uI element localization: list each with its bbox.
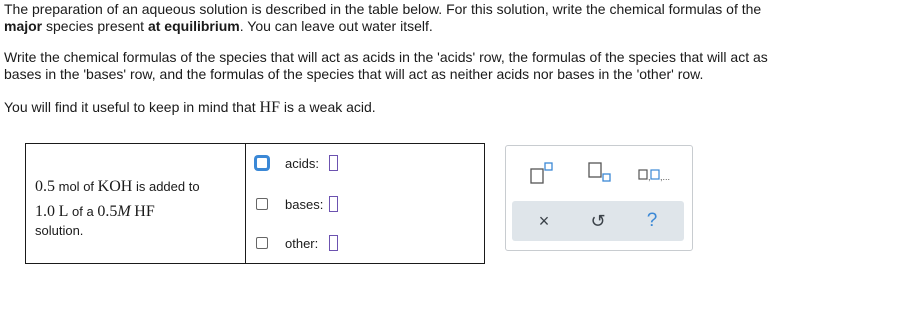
description-line-2 [35,203,155,221]
svg-text:,: , [648,172,651,182]
amount-value: 0.5 [35,178,55,195]
species-rows [246,144,484,263]
clear-button[interactable] [524,201,564,241]
description-line-1 [35,178,200,196]
close-icon: × [538,210,550,231]
undo-button[interactable] [578,201,618,241]
other-answer-input[interactable] [329,235,338,251]
row-acids [256,153,338,173]
bases-checkbox[interactable] [256,198,268,210]
tool-palette [505,145,693,251]
compound-hf: HF [134,203,155,220]
concentration-value: 0.5 [97,203,118,220]
prompt-line-2 [4,18,904,35]
solution-description [26,144,246,263]
description-text: of a [72,204,94,219]
volume-unit: L [58,203,69,220]
row-other [256,233,338,253]
bases-answer-input[interactable] [329,196,338,212]
compound-koh: KOH [97,178,133,195]
question-table [25,143,485,264]
instruction-line-2: bases in the 'bases' row, and the formulas of the species that will act as neither acids nor bases in the 'other' row. [4,66,704,82]
other-checkbox[interactable] [256,237,268,249]
volume-value: 1.0 [35,203,55,220]
hint-text: You will find it useful to keep in mind that [4,99,260,115]
palette-action-bar [512,201,684,241]
prompt-bold-major: major [4,18,43,34]
hint-text: is a weak acid. [279,99,376,115]
bases-label: bases: [285,196,324,212]
superscript-box-icon[interactable] [530,162,554,184]
description-line-3: solution. [35,223,84,238]
acids-label: acids: [285,155,319,171]
acids-checkbox[interactable] [256,157,268,169]
prompt-text: . You can leave out water itself. [239,18,433,34]
other-label: other: [285,235,319,251]
concentration-unit: M [117,203,131,220]
prompt-bold-equilibrium: at equilibrium [147,18,240,34]
subscript-box-icon[interactable] [588,162,612,184]
ellipsis-boxes-icon[interactable] [638,168,678,182]
acids-answer-input[interactable] [329,155,338,171]
svg-text:,...: ,... [660,172,671,182]
undo-icon: ↺ [590,210,606,231]
instruction-line-1: Write the chemical formulas of the species that will act as acids in the 'acids' row, the formulas of the species that will act as [4,49,768,65]
prompt-text: species present [42,18,148,34]
amount-unit: mol [58,179,80,194]
description-text: of [83,179,95,194]
help-icon: ? [646,210,658,231]
hint-formula: HF [259,99,280,116]
hint-line [4,99,904,116]
description-text: is added to [135,179,200,194]
prompt-line-1: The preparation of an aqueous solution is described in the table below. For this solution, write the chemical formulas of the [4,1,762,17]
row-bases [256,194,338,214]
help-button[interactable] [632,201,672,241]
